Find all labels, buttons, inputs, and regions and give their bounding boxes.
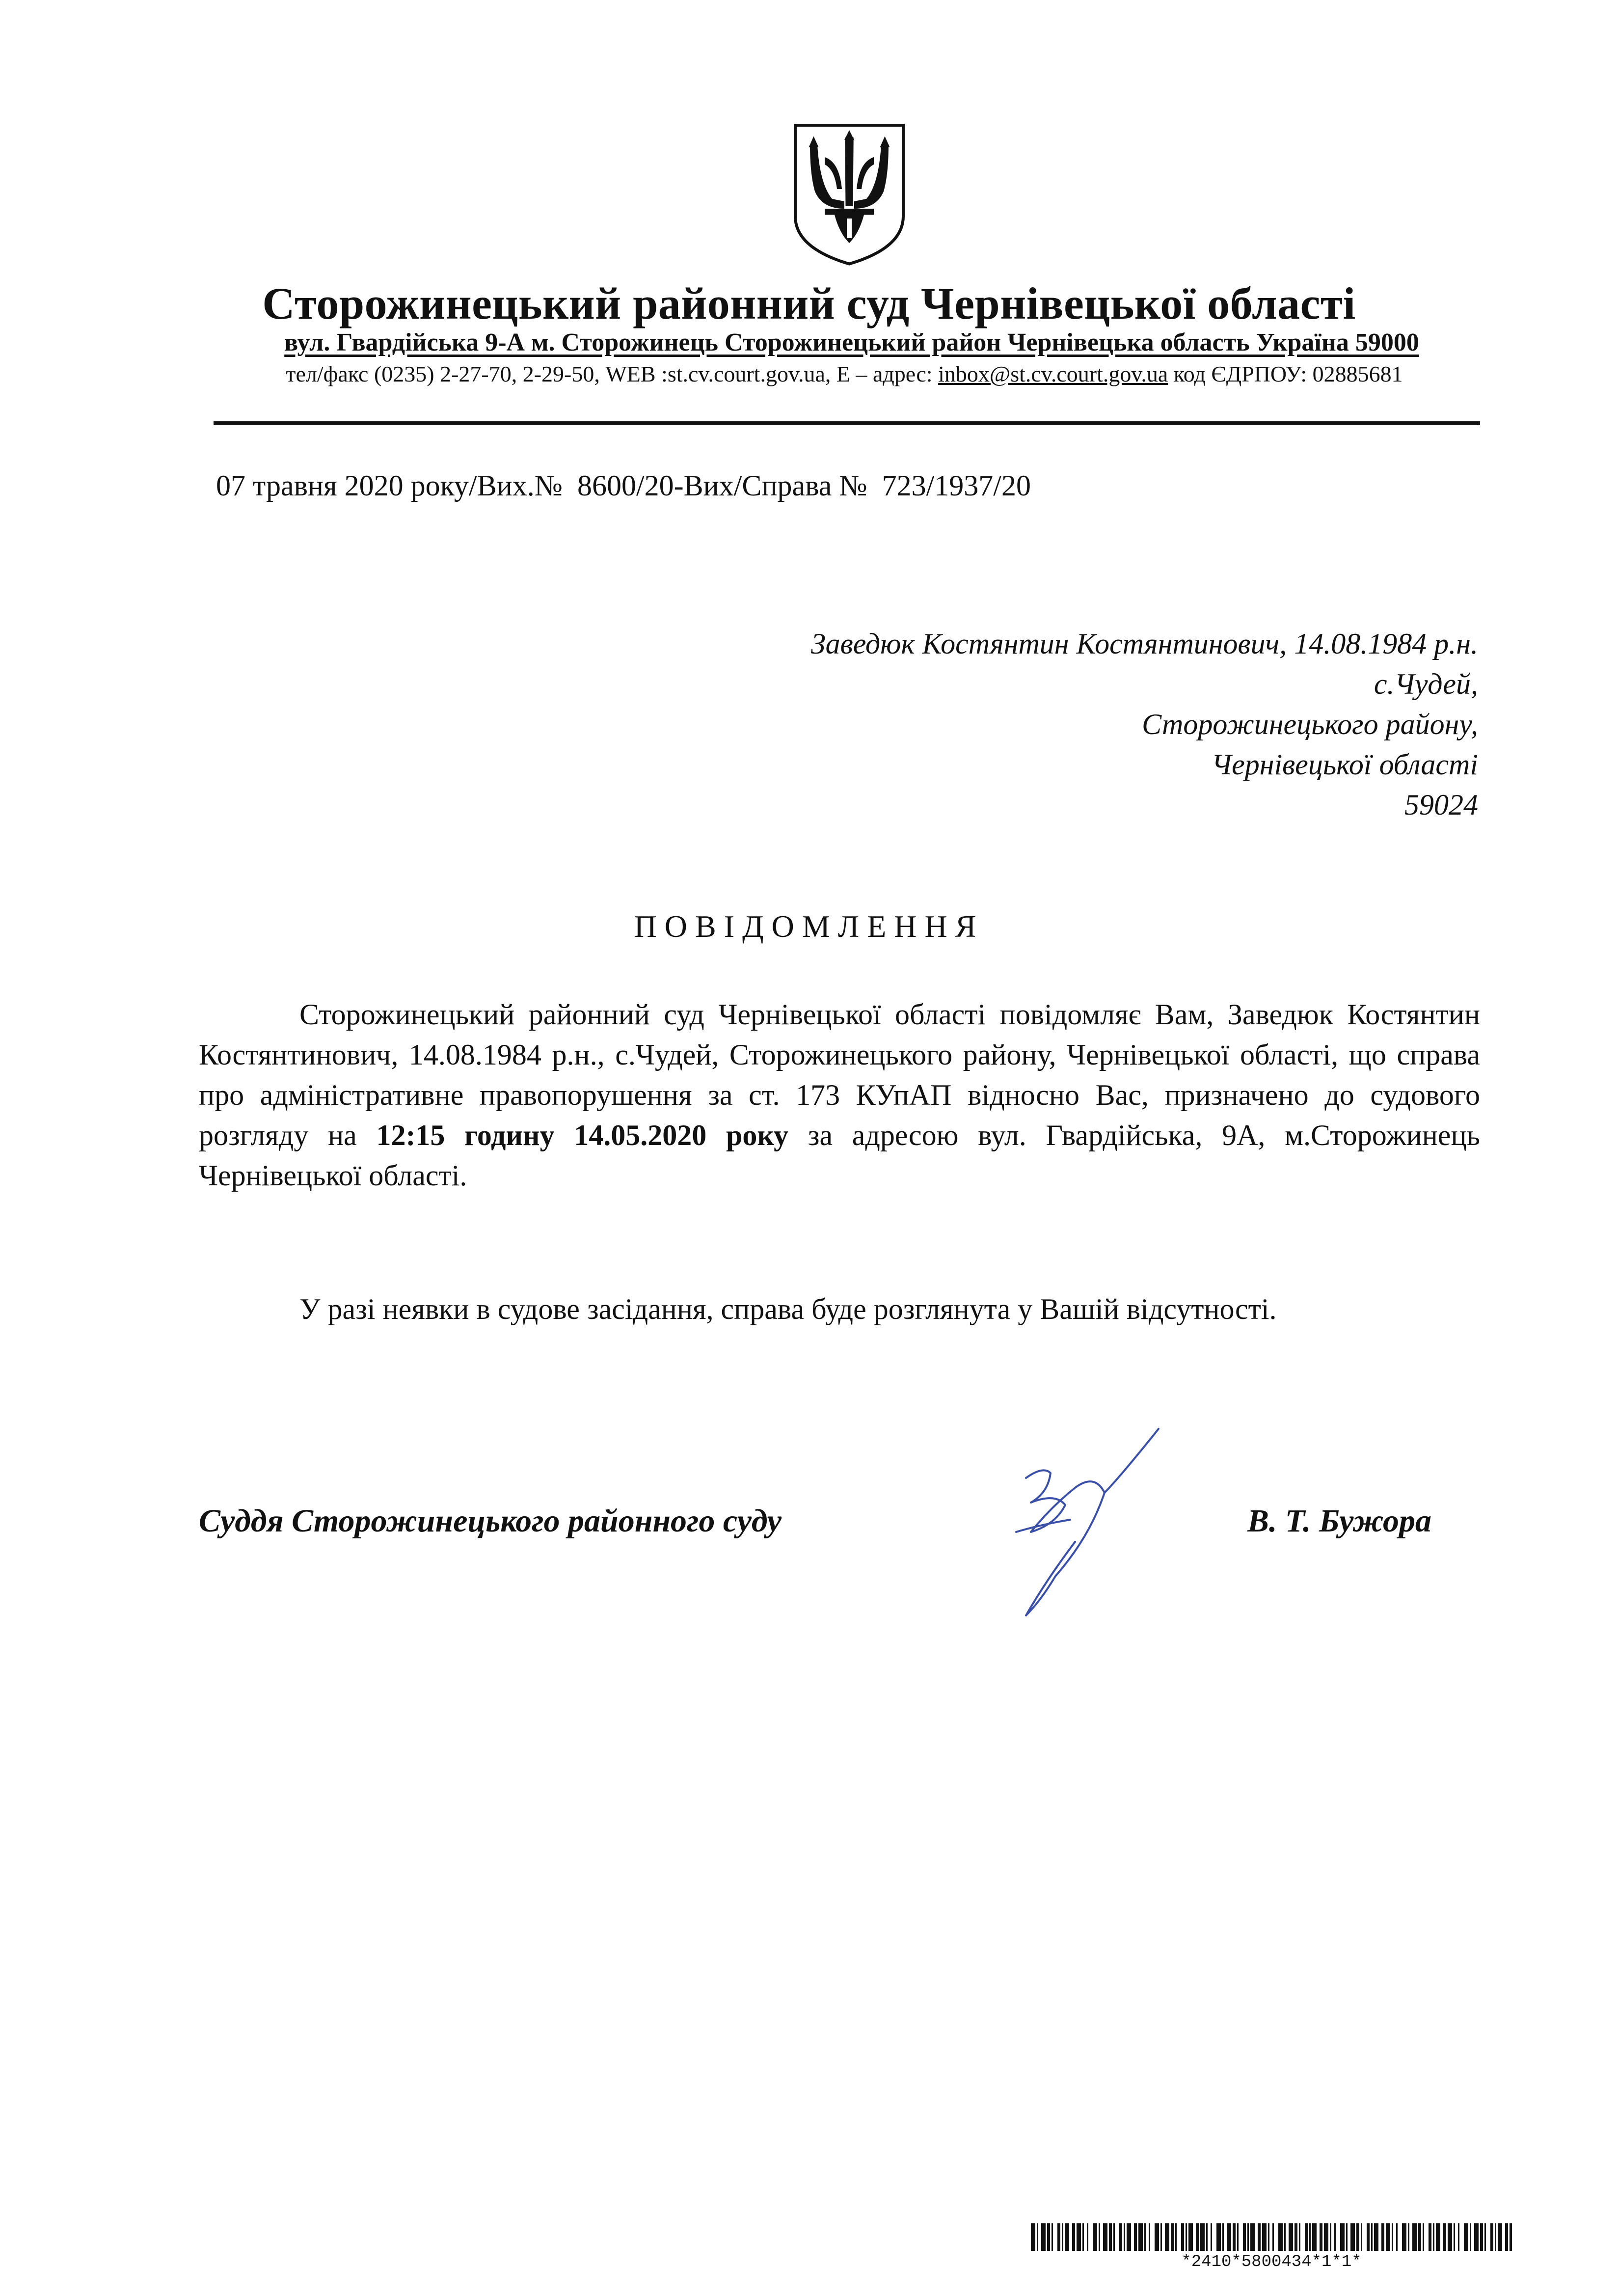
case-label: /Справа № — [733, 469, 882, 502]
document-title: ПОВІДОМЛЕННЯ — [634, 909, 984, 944]
court-contacts — [216, 361, 1473, 387]
judge-name: В. Т. Бужора — [1247, 1503, 1431, 1539]
hearing-datetime: 12:15 годину 14.05.2020 року — [376, 1119, 789, 1151]
recipient-name: Заведюк Костянтин Костянтинович, 14.08.1984 р.н. — [810, 628, 1478, 660]
reference-line — [216, 469, 1031, 503]
court-address: вул. Гвардійська 9-А м. Сторожинець Сторожинецький район Чернівецька область Україна 59000 — [284, 328, 1419, 356]
barcode-number: *2410*5800434*1*1* — [1181, 2253, 1362, 2271]
court-name: Сторожинецький районний суд Чернівецької області — [262, 278, 1356, 328]
outgoing-number: 8600/20-Вих — [577, 469, 734, 502]
recipient-district: Сторожинецького району, — [1142, 708, 1478, 740]
recipient-block — [811, 624, 1478, 825]
court-email-link[interactable]: inbox@st.cv.court.gov.ua — [938, 361, 1168, 386]
contacts-suffix: код ЄДРПОУ: 02885681 — [1168, 361, 1403, 386]
recipient-region: Чернівецької області — [1211, 748, 1478, 781]
contacts-prefix: тел/факс (0235) 2-27-70, 2-29-50, WEB :st.cv.court.gov.ua, E – адрес: — [286, 361, 939, 386]
body-paragraph-notice — [199, 994, 1480, 1196]
notice-text-start: Сторожинецький районний суд Чернівецької області повідомляє Вам, Заведюк Костянтин Костянтинович, 14.08.1984 р.н., с.Чудей, Сторожинецького району, Чернівецької області, що справа про адміністративне правопорушення за ст. 173 КУпАП відносно Вас, призначено до судового розгляду на — [199, 998, 1480, 1151]
handwritten-signature — [997, 1419, 1227, 1625]
header-divider — [214, 421, 1480, 425]
judge-title: Суддя Сторожинецького районного суду — [199, 1503, 782, 1539]
letter-date: 07 травня 2020 року — [216, 469, 469, 502]
trident-coat-of-arms-icon — [788, 120, 911, 268]
recipient-village: с.Чудей, — [1374, 668, 1478, 700]
recipient-postcode: 59024 — [1404, 789, 1478, 821]
barcode-icon — [1031, 2223, 1512, 2251]
case-number: 723/1937/20 — [882, 469, 1031, 502]
body-paragraph-absence: У разі неявки в судове засідання, справа буде розглянута у Вашій відсутності. — [299, 1293, 1277, 1325]
notice-text-end: за адресою вул. Гвардійська, 9А, м.Сторожинець Чернівецької області. — [199, 1119, 1480, 1192]
outgoing-label: /Вих.№ — [468, 469, 577, 502]
